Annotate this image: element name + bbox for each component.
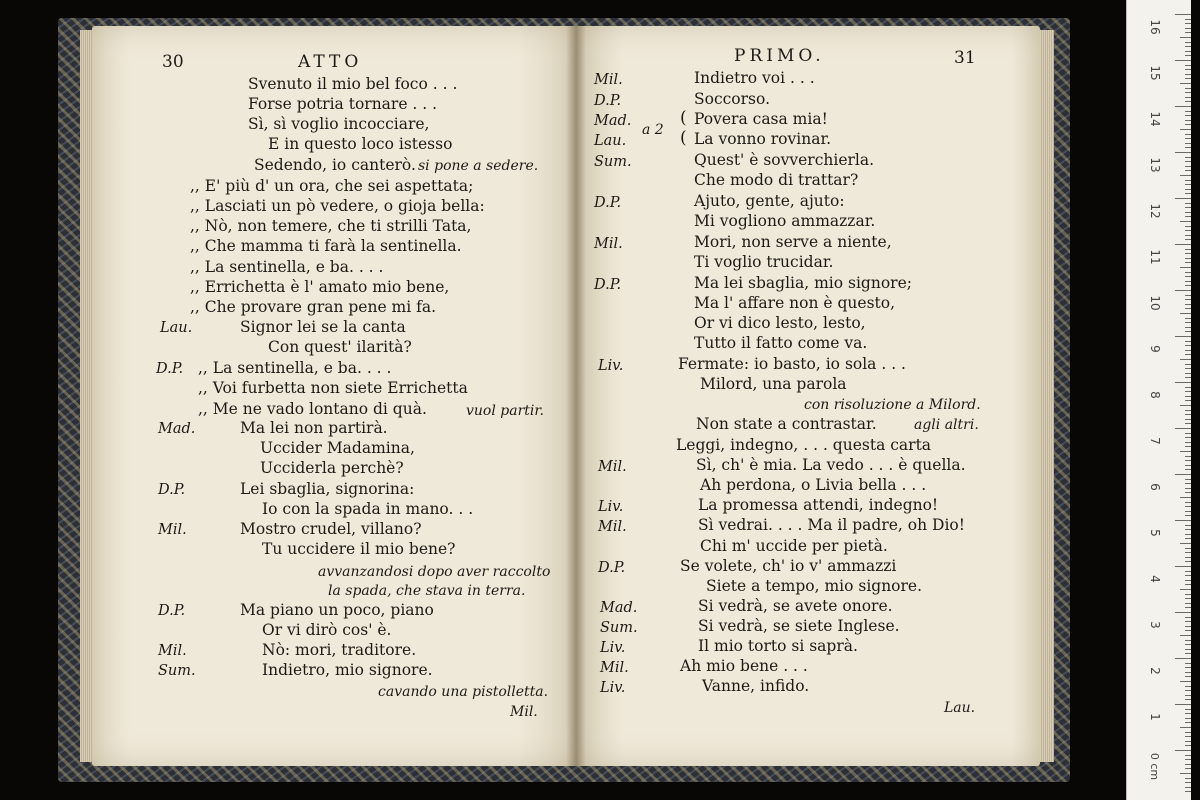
verse-line: Indietro voi . . . xyxy=(694,69,815,87)
verse-line: ,, Che provare gran pene mi fa. xyxy=(190,298,437,316)
ruler-tick xyxy=(1175,198,1191,199)
ruler-tick xyxy=(1185,92,1191,93)
ruler-tick xyxy=(1185,736,1191,737)
ruler-tick xyxy=(1185,469,1191,470)
ruler-number: 5 xyxy=(1148,529,1162,537)
ruler-tick xyxy=(1185,571,1191,572)
ruler-tick xyxy=(1185,617,1191,618)
ruler-tick xyxy=(1185,19,1191,20)
ruler-tick xyxy=(1175,382,1191,383)
ruler-tick xyxy=(1185,745,1191,746)
ruler-tick xyxy=(1185,557,1191,558)
ruler-tick xyxy=(1185,51,1191,52)
verse-line: Ajuto, gente, ajuto: xyxy=(694,192,845,210)
left-page-number: 30 xyxy=(162,52,184,72)
speaker-label: Sum. xyxy=(594,154,632,170)
ruler-number: 6 xyxy=(1148,483,1162,491)
page-edge-right xyxy=(1040,30,1054,762)
verse-line: ,, La sentinella, e ba. . . . xyxy=(198,359,392,377)
verse-line: Il mio torto si saprà. xyxy=(698,637,858,655)
ruler-tick xyxy=(1185,345,1191,346)
ruler-tick xyxy=(1185,207,1191,208)
ruler-tick xyxy=(1185,663,1191,664)
ruler-tick xyxy=(1180,543,1191,544)
ruler-tick xyxy=(1185,741,1191,742)
ruler-number: 11 xyxy=(1148,249,1162,265)
verse-line: Ah perdona, o Livia bella . . . xyxy=(700,476,927,494)
ruler-tick xyxy=(1185,281,1191,282)
right-page-header: PRIMO. xyxy=(734,46,825,66)
ruler-tick xyxy=(1185,97,1191,98)
verse-line: Sedendo, io canterò. xyxy=(254,156,416,174)
ruler-tick xyxy=(1185,147,1191,148)
ruler-tick xyxy=(1185,695,1191,696)
ruler-tick xyxy=(1185,88,1191,89)
ruler-tick xyxy=(1185,276,1191,277)
verse-line: Ah mio bene . . . xyxy=(680,657,808,675)
ruler-tick xyxy=(1185,239,1191,240)
speaker-label: Sum. xyxy=(158,663,196,679)
ruler-number: 3 xyxy=(1148,621,1162,629)
speaker-label: Mil. xyxy=(600,660,629,676)
verse-line: Signor lei se la canta xyxy=(240,318,406,336)
ruler-tick xyxy=(1185,272,1191,273)
speaker-label: Mil. xyxy=(594,236,623,252)
ruler-tick xyxy=(1185,249,1191,250)
speaker-label: Mad. xyxy=(600,600,638,616)
ruler-tick xyxy=(1180,681,1191,682)
ruler-tick xyxy=(1185,354,1191,355)
speaker-label: D.P. xyxy=(594,277,622,293)
ruler-tick xyxy=(1185,193,1191,194)
speaker-label: D.P. xyxy=(158,603,186,619)
ruler-tick xyxy=(1185,138,1191,139)
speaker-label: D.P. xyxy=(594,93,622,109)
verse-line: Uccider Madamina, xyxy=(260,439,415,457)
ruler-tick xyxy=(1175,290,1191,291)
ruler-tick xyxy=(1175,106,1191,107)
ruler-tick xyxy=(1185,690,1191,691)
ruler-number: 10 xyxy=(1148,295,1162,311)
ruler-tick xyxy=(1185,575,1191,576)
ruler-tick xyxy=(1185,653,1191,654)
speaker-label: Mad. xyxy=(594,113,632,129)
verse-line: Quest' è sovverchierla. xyxy=(694,151,875,169)
verse-line: Milord, una parola xyxy=(700,375,847,393)
ruler-tick xyxy=(1185,676,1191,677)
ruler-tick xyxy=(1185,143,1191,144)
ruler-tick xyxy=(1180,175,1191,176)
ruler-number: 2 xyxy=(1148,667,1162,675)
speaker-label: Liv. xyxy=(598,499,624,515)
ruler-tick xyxy=(1180,635,1191,636)
verse-line: ,, E' più d' un ora, che sei aspettata; xyxy=(190,177,474,195)
ruler-tick xyxy=(1185,525,1191,526)
ruler-tick xyxy=(1185,552,1191,553)
stage-direction: con risoluzione a Milord. xyxy=(804,397,981,413)
verse-line: La promessa attendi, indegno! xyxy=(698,496,939,514)
ruler-tick xyxy=(1185,419,1191,420)
ruler-tick xyxy=(1185,594,1191,595)
ruler-tick xyxy=(1185,433,1191,434)
verse-line: La vonno rovinar. xyxy=(694,130,832,148)
ruler-tick xyxy=(1185,400,1191,401)
right-page-number: 31 xyxy=(954,48,976,68)
speaker-label: Lau. xyxy=(160,320,193,336)
ruler-tick xyxy=(1185,423,1191,424)
ruler-tick xyxy=(1175,60,1191,61)
ruler-tick xyxy=(1185,699,1191,700)
book-gutter xyxy=(566,26,586,766)
verse-line: ,, Che mamma ti farà la sentinella. xyxy=(190,237,462,255)
ruler-number: 1 xyxy=(1148,713,1162,721)
ruler-tick xyxy=(1185,584,1191,585)
ruler-tick xyxy=(1175,566,1191,567)
ruler-tick xyxy=(1175,658,1191,659)
verse-line: Soccorso. xyxy=(694,90,770,108)
ruler-number: 8 xyxy=(1148,391,1162,399)
ruler-tick xyxy=(1185,235,1191,236)
ruler-tick xyxy=(1180,267,1191,268)
ruler-tick xyxy=(1185,437,1191,438)
ruler-tick xyxy=(1185,157,1191,158)
ruler-tick xyxy=(1175,428,1191,429)
verse-line: Ti voglio trucidar. xyxy=(694,253,834,271)
speaker-label: Mad. xyxy=(158,421,196,437)
ruler-tick xyxy=(1185,722,1191,723)
ruler-tick xyxy=(1185,295,1191,296)
ruler-tick xyxy=(1185,101,1191,102)
ruler-tick xyxy=(1185,713,1191,714)
ruler-tick xyxy=(1185,626,1191,627)
ruler-tick xyxy=(1185,787,1191,788)
ruler-tick xyxy=(1185,672,1191,673)
stage-direction: cavando una pistolletta. xyxy=(378,684,549,700)
verse-line: Si vedrà, se siete Inglese. xyxy=(698,617,900,635)
ruler-tick xyxy=(1175,474,1191,475)
verse-line: Mori, non serve a niente, xyxy=(694,233,892,251)
ruler-tick xyxy=(1180,497,1191,498)
verse-line: ,, Lasciati un pò vedere, o gioja bella: xyxy=(190,197,485,215)
verse-line: Se volete, ch' io v' ammazzi xyxy=(680,557,897,575)
verse-line: Or vi dirò cos' è. xyxy=(262,621,392,639)
ruler-tick xyxy=(1185,308,1191,309)
speaker-label: Mil. xyxy=(158,643,187,659)
duet-brace: ( xyxy=(680,128,687,148)
ruler-tick xyxy=(1185,649,1191,650)
verse-line: Chi m' uccide per pietà. xyxy=(700,537,888,555)
ruler-tick xyxy=(1175,750,1191,751)
speaker-label: D.P. xyxy=(594,195,622,211)
verse-line: Forse potria tornare . . . xyxy=(248,95,438,113)
ruler-tick xyxy=(1185,446,1191,447)
ruler-tick xyxy=(1185,506,1191,507)
ruler-tick xyxy=(1185,327,1191,328)
speaker-label: Liv. xyxy=(600,680,626,696)
ruler-number: 14 xyxy=(1148,111,1162,127)
ruler-tick xyxy=(1185,630,1191,631)
catchword: Lau. xyxy=(944,700,976,716)
ruler-tick xyxy=(1185,161,1191,162)
ruler-tick xyxy=(1185,180,1191,181)
ruler-number: 15 xyxy=(1148,65,1162,81)
verse-line: Vanne, infido. xyxy=(702,677,810,695)
verse-line: Sì, ch' è mia. La vedo . . . è quella. xyxy=(696,456,966,474)
ruler-tick xyxy=(1185,368,1191,369)
verse-line: Sì vedrai. . . . Ma il padre, oh Dio! xyxy=(698,516,965,534)
ruler-tick xyxy=(1185,732,1191,733)
ruler-tick xyxy=(1175,520,1191,521)
ruler-tick xyxy=(1185,709,1191,710)
verse-line: Leggi, indegno, . . . questa carta xyxy=(676,436,932,454)
ruler-number: 9 xyxy=(1148,345,1162,353)
speaker-label: D.P. xyxy=(156,361,184,377)
ruler-tick xyxy=(1185,134,1191,135)
verse-line: Siete a tempo, mio signore. xyxy=(706,577,923,595)
ruler-tick xyxy=(1185,304,1191,305)
ruler-unit: 0 cm xyxy=(1148,752,1162,781)
ruler-tick xyxy=(1185,226,1191,227)
ruler-tick xyxy=(1185,410,1191,411)
ruler-tick xyxy=(1185,285,1191,286)
ruler-tick xyxy=(1185,322,1191,323)
ruler-tick xyxy=(1185,42,1191,43)
ruler-tick xyxy=(1185,28,1191,29)
ruler-tick xyxy=(1185,479,1191,480)
ruler-tick xyxy=(1185,331,1191,332)
ruler-tick xyxy=(1185,350,1191,351)
ruler-tick xyxy=(1185,782,1191,783)
ruler-tick xyxy=(1185,483,1191,484)
ruler-tick xyxy=(1175,14,1191,15)
ruler-tick xyxy=(1180,359,1191,360)
stage-direction: avvanzandosi dopo aver raccolto xyxy=(318,564,551,580)
ruler-tick xyxy=(1185,216,1191,217)
measurement-ruler xyxy=(1126,0,1191,800)
ruler-tick xyxy=(1180,37,1191,38)
ruler-tick xyxy=(1175,336,1191,337)
duet-brace: ( xyxy=(680,108,687,128)
ruler-tick xyxy=(1185,768,1191,769)
ruler-number: 13 xyxy=(1148,157,1162,173)
verse-line: Che modo di trattar? xyxy=(694,171,859,189)
ruler-tick xyxy=(1185,511,1191,512)
ruler-tick xyxy=(1180,313,1191,314)
verse-line: Indietro, mio signore. xyxy=(262,661,433,679)
verse-line: Svenuto il mio bel foco . . . xyxy=(248,75,458,93)
ruler-tick xyxy=(1185,184,1191,185)
ruler-number: 7 xyxy=(1148,437,1162,445)
ruler-tick xyxy=(1185,318,1191,319)
ruler-tick xyxy=(1185,607,1191,608)
ruler-tick xyxy=(1185,32,1191,33)
ruler-tick xyxy=(1185,203,1191,204)
ruler-tick xyxy=(1180,451,1191,452)
ruler-tick xyxy=(1185,538,1191,539)
ruler-tick xyxy=(1175,244,1191,245)
speaker-label: Mil. xyxy=(598,519,627,535)
verse-line: ,, La sentinella, e ba. . . . xyxy=(190,258,384,276)
ruler-number: 4 xyxy=(1148,575,1162,583)
verse-line: Nò: mori, traditore. xyxy=(262,641,417,659)
verse-line: Con quest' ilarità? xyxy=(268,338,412,356)
verse-line: Io con la spada in mano. . . xyxy=(262,500,474,518)
verse-line: Mi vogliono ammazzar. xyxy=(694,212,876,230)
ruler-tick xyxy=(1185,46,1191,47)
ruler-tick xyxy=(1185,686,1191,687)
ruler-tick xyxy=(1185,189,1191,190)
verse-line: Fermate: io basto, io sola . . . xyxy=(678,355,906,373)
speaker-label: Mil. xyxy=(158,522,187,538)
ruler-tick xyxy=(1185,515,1191,516)
ruler-tick xyxy=(1185,456,1191,457)
ruler-tick xyxy=(1185,414,1191,415)
ruler-tick xyxy=(1185,170,1191,171)
verse-line: Tu uccidere il mio bene? xyxy=(262,540,456,558)
ruler-tick xyxy=(1185,502,1191,503)
ruler-tick xyxy=(1185,755,1191,756)
ruler-tick xyxy=(1185,778,1191,779)
ruler-tick xyxy=(1175,704,1191,705)
ruler-tick xyxy=(1180,129,1191,130)
verse-line: Povera casa mia! xyxy=(694,110,828,128)
catchword: Mil. xyxy=(510,704,538,720)
ruler-tick xyxy=(1185,598,1191,599)
ruler-tick xyxy=(1185,667,1191,668)
speaker-label: D.P. xyxy=(158,482,186,498)
ruler-tick xyxy=(1185,387,1191,388)
speaker-label: Lau. xyxy=(594,133,627,149)
ruler-tick xyxy=(1175,152,1191,153)
verse-line: Sì, sì voglio incocciare, xyxy=(248,115,430,133)
ruler-tick xyxy=(1185,115,1191,116)
verse-line: Ma l' affare non è questo, xyxy=(694,294,896,312)
verse-line: Ma lei sbaglia, mio signore; xyxy=(694,274,912,292)
ruler-tick xyxy=(1180,83,1191,84)
ruler-tick xyxy=(1185,262,1191,263)
ruler-tick xyxy=(1180,727,1191,728)
ruler-tick xyxy=(1185,299,1191,300)
ruler-tick xyxy=(1185,212,1191,213)
ruler-tick xyxy=(1185,396,1191,397)
speaker-label: D.P. xyxy=(598,560,626,576)
stage-direction: la spada, che stava in terra. xyxy=(328,583,526,599)
ruler-tick xyxy=(1180,405,1191,406)
stage-direction: si pone a sedere. xyxy=(418,158,539,174)
ruler-tick xyxy=(1185,548,1191,549)
verse-line: Lei sbaglia, signorina: xyxy=(240,480,415,498)
ruler-tick xyxy=(1185,124,1191,125)
ruler-tick xyxy=(1185,120,1191,121)
ruler-tick xyxy=(1185,488,1191,489)
verse-line: Non state a contrastar. xyxy=(696,415,877,433)
ruler-tick xyxy=(1185,759,1191,760)
verse-line: Si vedrà, se avete onore. xyxy=(698,597,893,615)
ruler-tick xyxy=(1185,764,1191,765)
ruler-tick xyxy=(1185,791,1191,792)
ruler-tick xyxy=(1185,74,1191,75)
ruler-tick xyxy=(1185,55,1191,56)
ruler-tick xyxy=(1185,644,1191,645)
ruler-tick xyxy=(1185,561,1191,562)
verse-line: Ucciderla perchè? xyxy=(260,459,404,477)
ruler-tick xyxy=(1185,465,1191,466)
ruler-tick xyxy=(1185,253,1191,254)
ruler-number: 16 xyxy=(1148,19,1162,35)
stage-direction: vuol partir. xyxy=(466,403,544,419)
ruler-tick xyxy=(1180,589,1191,590)
ruler-tick xyxy=(1185,718,1191,719)
ruler-tick xyxy=(1180,221,1191,222)
speaker-label: Liv. xyxy=(598,358,624,374)
ruler-tick xyxy=(1185,341,1191,342)
ruler-number: 12 xyxy=(1148,203,1162,219)
verse-line: Or vi dico lesto, lesto, xyxy=(694,314,866,332)
ruler-tick xyxy=(1185,364,1191,365)
speaker-label: Mil. xyxy=(598,459,627,475)
verse-line: ,, Me ne vado lontano di quà. xyxy=(198,400,427,418)
ruler-tick xyxy=(1185,65,1191,66)
ruler-tick xyxy=(1185,111,1191,112)
speaker-label: Liv. xyxy=(600,640,626,656)
page-edge-left xyxy=(80,30,92,762)
ruler-tick xyxy=(1185,442,1191,443)
ruler-tick xyxy=(1185,460,1191,461)
speaker-label: Sum. xyxy=(600,620,638,636)
verse-line: ,, Errichetta è l' amato mio bene, xyxy=(190,278,450,296)
a2-marker: a 2 xyxy=(642,122,664,138)
ruler-tick xyxy=(1185,23,1191,24)
verse-line: E in questo loco istesso xyxy=(268,135,453,153)
ruler-tick xyxy=(1185,373,1191,374)
ruler-tick xyxy=(1185,166,1191,167)
verse-line: ,, Voi furbetta non siete Errichetta xyxy=(198,379,468,397)
verse-line: Tutto il fatto come va. xyxy=(694,334,868,352)
ruler-tick xyxy=(1185,258,1191,259)
ruler-tick xyxy=(1180,773,1191,774)
ruler-tick xyxy=(1185,621,1191,622)
verse-line: Ma piano un poco, piano xyxy=(240,601,434,619)
ruler-tick xyxy=(1175,612,1191,613)
speaker-label: Mil. xyxy=(594,72,623,88)
ruler-tick xyxy=(1185,69,1191,70)
ruler-tick xyxy=(1185,529,1191,530)
ruler-tick xyxy=(1185,603,1191,604)
ruler-tick xyxy=(1185,492,1191,493)
ruler-tick xyxy=(1185,640,1191,641)
stage-direction: agli altri. xyxy=(914,417,979,433)
verse-line: Ma lei non partirà. xyxy=(240,419,388,437)
ruler-tick xyxy=(1185,230,1191,231)
verse-line: ,, Nò, non temere, che ti strilli Tata, xyxy=(190,217,472,235)
ruler-tick xyxy=(1185,534,1191,535)
ruler-tick xyxy=(1185,391,1191,392)
ruler-tick xyxy=(1185,377,1191,378)
verse-line: Mostro crudel, villano? xyxy=(240,520,422,538)
ruler-tick xyxy=(1185,78,1191,79)
left-page-header: ATTO xyxy=(298,52,363,72)
ruler-tick xyxy=(1185,580,1191,581)
